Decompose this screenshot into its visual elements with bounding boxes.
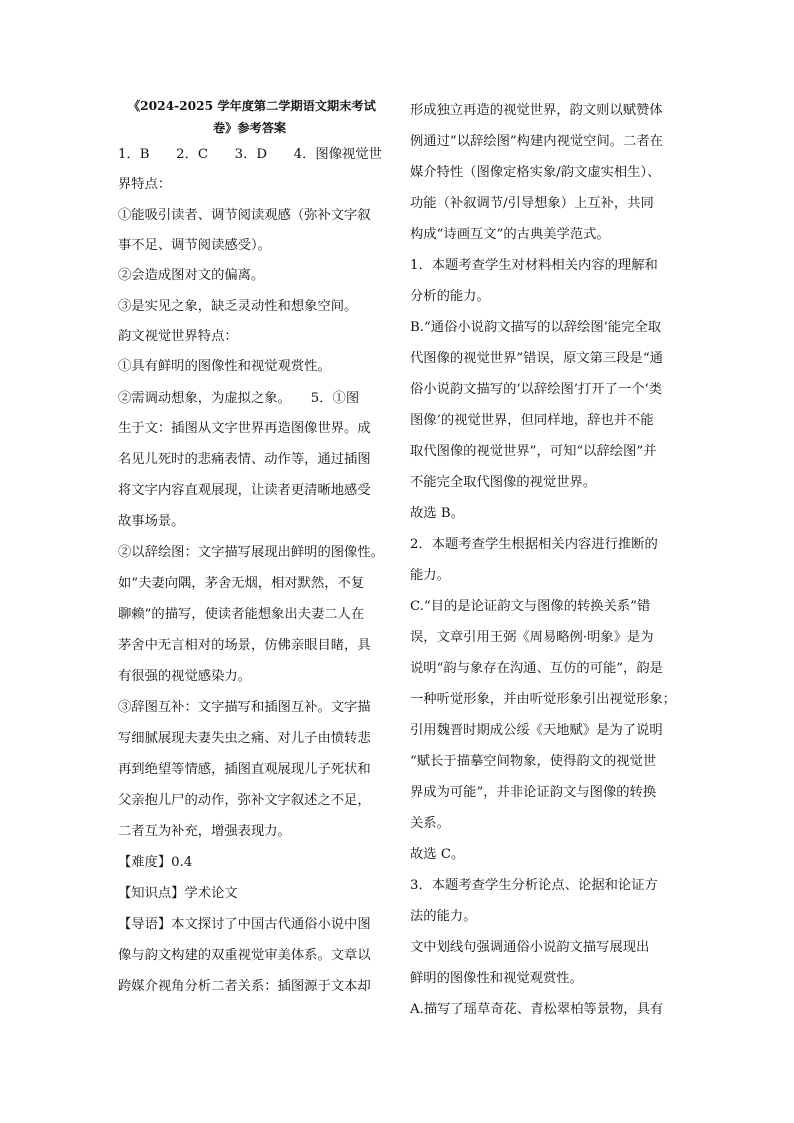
text-line: 俗小说韵文描写的‘以辞绘图’打开了一个‘类 [410,382,663,397]
text-line: 一种听觉形象，并由听觉形象引出视觉形象； [410,692,676,707]
text-line: 代图像的视觉世界”错误，原文第三段是“通 [410,351,663,366]
text-line: 1．本题考查学生对材料相关内容的理解和 [410,258,658,273]
text-line: 写细腻展现夫妻失虫之痛、对儿子由愤转悲 [118,731,371,746]
text-line: ②以辞绘图：文字描写展现出鲜明的图像性。 [118,545,384,560]
text-line: 关系。 [410,816,450,831]
text-line: 父亲抱儿尸的动作，弥补文字叙述之不足， [118,793,371,808]
text-line: 媒介特性（图像定格实象/韵文虚实相生）、 [410,165,661,180]
text-line: 故选 B。 [410,506,464,521]
difficulty-line: 【难度】0.4 [118,855,193,870]
text-line: 事不足、调节阅读感受）。 [118,238,271,253]
text-line: 再到绝望等情感，插图直观展现儿子死状和 [118,762,371,777]
text-line: A.描写了瑶草奇花、青松翠柏等景物，具有 [410,1002,664,1017]
text-line: 茅舍中无言相对的场景，仿佛亲眼目睹，具 [118,638,371,653]
text-line: 法的能力。 [410,909,477,924]
text-line: 构成“诗画互文”的古典美学范式。 [410,227,610,242]
text-line: 鲜明的图像性和视觉观赏性。 [410,971,583,986]
text-line: 二者互为补充，增强表现力。 [118,824,291,839]
text-line: 生于文：插图从文字世界再造图像世界。成 [118,421,371,436]
text-line: 韵文视觉世界特点： [118,329,238,344]
text-line: 如“夫妻向隅，茅舍无烟，相对默然，不复 [118,576,365,591]
text-line: ①具有鲜明的图像性和视觉观赏性。 [118,359,331,374]
text-line: 【导语】本文探讨了中国古代通俗小说中图 [118,917,371,932]
text-line: C.“目的是论证韵文与图像的转换关系”错 [410,599,651,614]
text-line: 界特点： [118,177,172,192]
text-line: 能力。 [410,568,450,583]
text-line: ①能吸引读者、调节阅读观感（弥补文字叙 [118,208,371,223]
text-line: “赋长于描摹空间物象，使得韵文的视觉世 [410,754,657,769]
text-line: ②需调动想象，为虚拟之象。 5．①图 [118,391,360,406]
doc-title-line-1: 《2024-2025 学年度第二学期语文期末考试 [128,99,376,113]
doc-title-line-2: 卷》参考答案 [213,121,287,135]
text-line: 文中划线句强调通俗小说韵文描写展现出 [410,940,650,955]
text-line: 误，文章引用王弼《周易略例·明象》是为 [410,630,654,645]
text-line: 故事场景。 [118,514,185,529]
text-line: 像与韵文构建的双重视觉审美体系。文章以 [118,948,371,963]
text-line: 界成为可能”，并非论证韵文与图像的转换 [410,785,657,800]
text-line: 图像’的视觉世界，但同样地，辞也并不能 [410,413,654,428]
text-line: 功能（补叙调节/引导想象）上互补，共同 [410,196,654,211]
text-line: 有很强的视觉感染力。 [118,669,251,684]
text-line: 故选 C。 [410,847,465,862]
text-line: ②会造成图对文的偏离。 [118,268,265,283]
knowledge-point-line: 【知识点】学术论文 [118,886,238,901]
text-line: 不能完全取代图像的视觉世界。 [410,475,597,490]
text-line: 名见儿死时的悲痛表情、动作等，通过插图 [118,452,371,467]
text-line: 将文字内容直观展现，让读者更清晰地感受 [118,483,371,498]
text-line: 形成独立再造的视觉世界，韵文则以赋赞体 [410,103,663,118]
text-line: 1．B 2．C 3．D 4．图像视觉世 [118,147,382,162]
text-line: 说明“韵与象存在沟通、互仿的可能”，韵是 [410,661,663,676]
text-line: 2．本题考查学生根据相关内容进行推断的 [410,537,658,552]
text-line: 分析的能力。 [410,289,490,304]
text-line: 例通过“以辞绘图”构建内视觉空间。二者在 [410,134,663,149]
text-line: B.“通俗小说韵文描写的以辞绘图’能完全取 [410,320,662,335]
text-line: 跨媒介视角分析二者关系：插图源于文本却 [118,979,371,994]
text-line: 引用魏晋时期成公绥《天地赋》是为了说明 [410,723,663,738]
text-line: 3．本题考查学生分析论点、论据和论证方 [410,878,658,893]
text-line: 聊赖”的描写，使读者能想象出夫妻二人在 [118,607,365,622]
text-line: ③是实见之象，缺乏灵动性和想象空间。 [118,299,358,314]
text-line: 取代图像的视觉世界”，可知“以辞绘图”并 [410,444,657,459]
text-line: ③辞图互补：文字描写和插图互补。文字描 [118,700,371,715]
